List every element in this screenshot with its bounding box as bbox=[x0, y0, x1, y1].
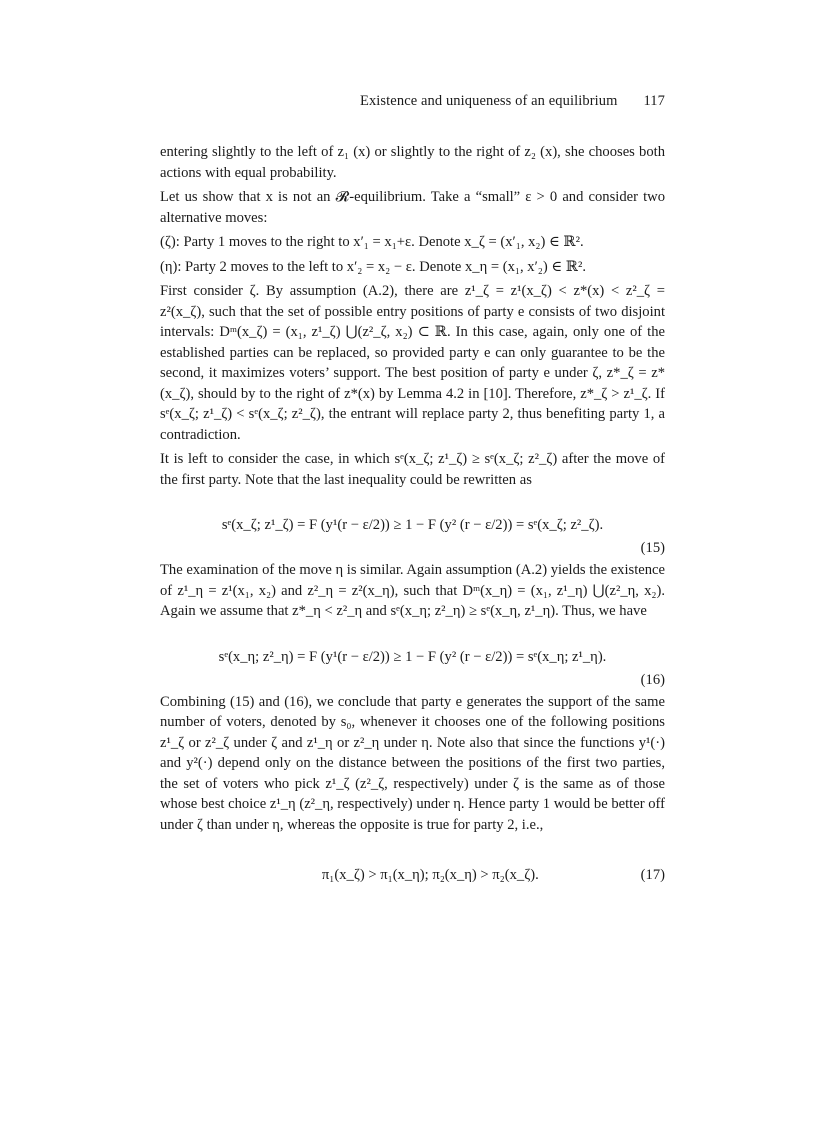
move-zeta: (ζ): Party 1 moves to the right to x′₁ = x₁+ε. Denote x_ζ = (x′₁, x₂) ∈ ℝ². bbox=[160, 234, 584, 250]
equation-16: sᵉ(x_η; z²_η) = F (y¹(r − ε/2)) ≥ 1 − F (y² (r − ε/2)) = sᵉ(x_η; z¹_η). bbox=[218, 648, 607, 665]
equation-17: π₁(x_ζ) > π₁(x_η); π₂(x_η) > π₂(x_ζ). bbox=[321, 867, 539, 883]
body-text bbox=[160, 142, 665, 886]
paragraph-case: It is left to consider the case, in which sᵉ(x_ζ; z¹_ζ) ≥ sᵉ(x_ζ; z²_ζ) after the move of the first party. Note that the last inequality could be rewritten as bbox=[160, 451, 665, 488]
equation-17-number: (17) bbox=[640, 867, 665, 883]
equation-15: sᵉ(x_ζ; z¹_ζ) = F (y¹(r − ε/2)) ≥ 1 − F (y² (r − ε/2)) = sᵉ(x_ζ; z²_ζ). bbox=[221, 517, 604, 533]
equation-16-number: (16) bbox=[640, 671, 665, 688]
equation-17-row bbox=[160, 865, 665, 886]
equation-15-number: (15) bbox=[640, 540, 665, 556]
paragraph-consider-zeta: First consider ζ. By assumption (A.2), there are z¹_ζ = z¹(x_ζ) < z*(x) < z²_ζ = z²(x_ζ), such that the set of possible entry positions of party e consists of two disjoint intervals: Dᵐ(x_ζ) = (x₁, z¹_ζ) ⋃(z²_ζ, x₂) ⊂ ℝ. In this case, again, only one of the established parties can be replaced, so provided party e can only guarantee to be the second, it maximizes voters’ support. The best position of party e under ζ, z*_ζ = z*(x_ζ), should by to the right of z*(x) by Lemma 4.2 in [10]. Therefore, z*_ζ > z¹_ζ. If sᵉ(x_ζ; z¹_ζ) < sᵉ(x_ζ; z²_ζ), the entrant will replace party 2, thus benefiting party 1, a contradiction. bbox=[160, 283, 665, 443]
page-number: 117 bbox=[643, 93, 665, 109]
paragraph-move-eta: The examination of the move η is similar. Again assumption (A.2) yields the existence of z¹_η = z¹(x₁, x₂) and z²_η = z²(x_η), such that Dᵐ(x_η) = (x₁, z¹_η) ⋃(z²_η, x₂). Again we assume that z*_η < z²_η and sᵉ(x_η; z²_η) ≥ sᵉ(x_η, z¹_η). Thus, we have bbox=[160, 562, 665, 619]
paragraph-combining: Combining (15) and (16), we conclude that party e generates the support of the same number of voters, denoted by s₀, whenever it chooses one of the following positions z¹_ζ or z²_ζ under ζ and z¹_η or z²_η under η. Note also that since the functions y¹(·) and y²(·) depend only on the distance between the positions of the first two parties, the set of voters who pick z¹_ζ (z²_ζ, respectively) under ζ is the same as of those whose best choice z¹_η (z²_η, respectively) under η. Hence party 1 would be better off under ζ than under η, whereas the opposite is true for party 2, i.e., bbox=[160, 693, 665, 833]
paragraph-1: entering slightly to the left of z₁ (x) or slightly to the right of z₂ (x), she chooses both actions with equal probability. bbox=[160, 144, 665, 181]
move-eta: (η): Party 2 moves to the left to x′₂ = x₂ − ε. Denote x_η = (x₁, x′₂) ∈ ℝ². bbox=[160, 258, 586, 275]
running-header bbox=[160, 93, 665, 110]
paragraph-2: Let us show that x is not an 𝓡-equilibrium. Take a “small” ε > 0 and consider two alternative moves: bbox=[160, 189, 665, 226]
running-title: Existence and uniqueness of an equilibrium bbox=[360, 93, 618, 109]
